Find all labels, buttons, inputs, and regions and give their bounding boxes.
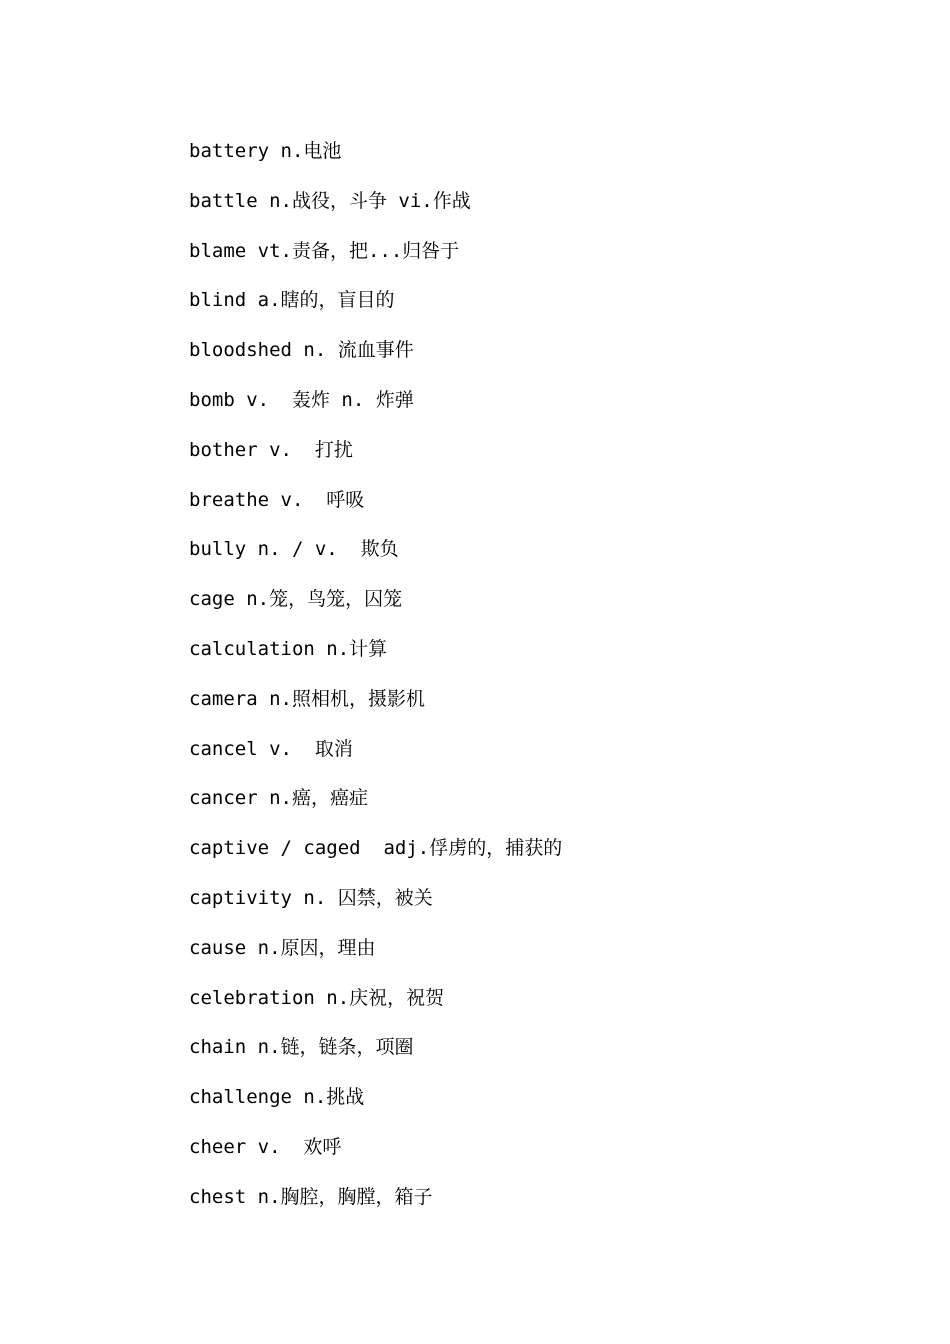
vocab-entry: cancel v. 取消 (189, 737, 353, 760)
vocab-entry: chest n.胸腔，胸膛，箱子 (189, 1185, 433, 1208)
vocab-entry: cage n.笼，鸟笼，囚笼 (189, 588, 403, 611)
vocab-entry: calculation n.计算 (189, 637, 388, 660)
vocab-entry: camera n.照相机，摄影机 (189, 687, 425, 710)
vocab-entry: captivity n. 囚禁，被关 (189, 886, 433, 909)
vocab-entry: captive / caged adj.俘虏的，捕获的 (189, 837, 563, 860)
vocab-entry: bully n. / v. 欺负 (189, 538, 399, 561)
vocab-entry: bother v. 打扰 (189, 438, 353, 461)
vocab-entry: bloodshed n. 流血事件 (189, 339, 414, 362)
vocab-entry: battery n.电池 (189, 140, 342, 162)
vocab-entry: blame vt.责备，把...归咎于 (189, 239, 460, 262)
vocab-entry: chain n.链，链条，项圈 (189, 1036, 414, 1059)
vocab-entry: blind a.瞎的，盲目的 (189, 289, 395, 312)
vocab-entry: bomb v. 轰炸 n. 炸弹 (189, 388, 414, 411)
vocab-entry: celebration n.庆祝，祝贺 (189, 986, 445, 1009)
vocab-entry: cheer v. 欢呼 (189, 1135, 342, 1158)
vocab-entry: challenge n.挑战 (189, 1086, 365, 1109)
vocabulary-list (189, 136, 562, 1232)
vocab-entry: cancer n.癌，癌症 (189, 787, 368, 810)
vocab-entry: cause n.原因，理由 (189, 936, 376, 959)
vocab-entry: battle n.战役，斗争 vi.作战 (189, 189, 471, 212)
vocab-entry: breathe v. 呼吸 (189, 488, 365, 511)
